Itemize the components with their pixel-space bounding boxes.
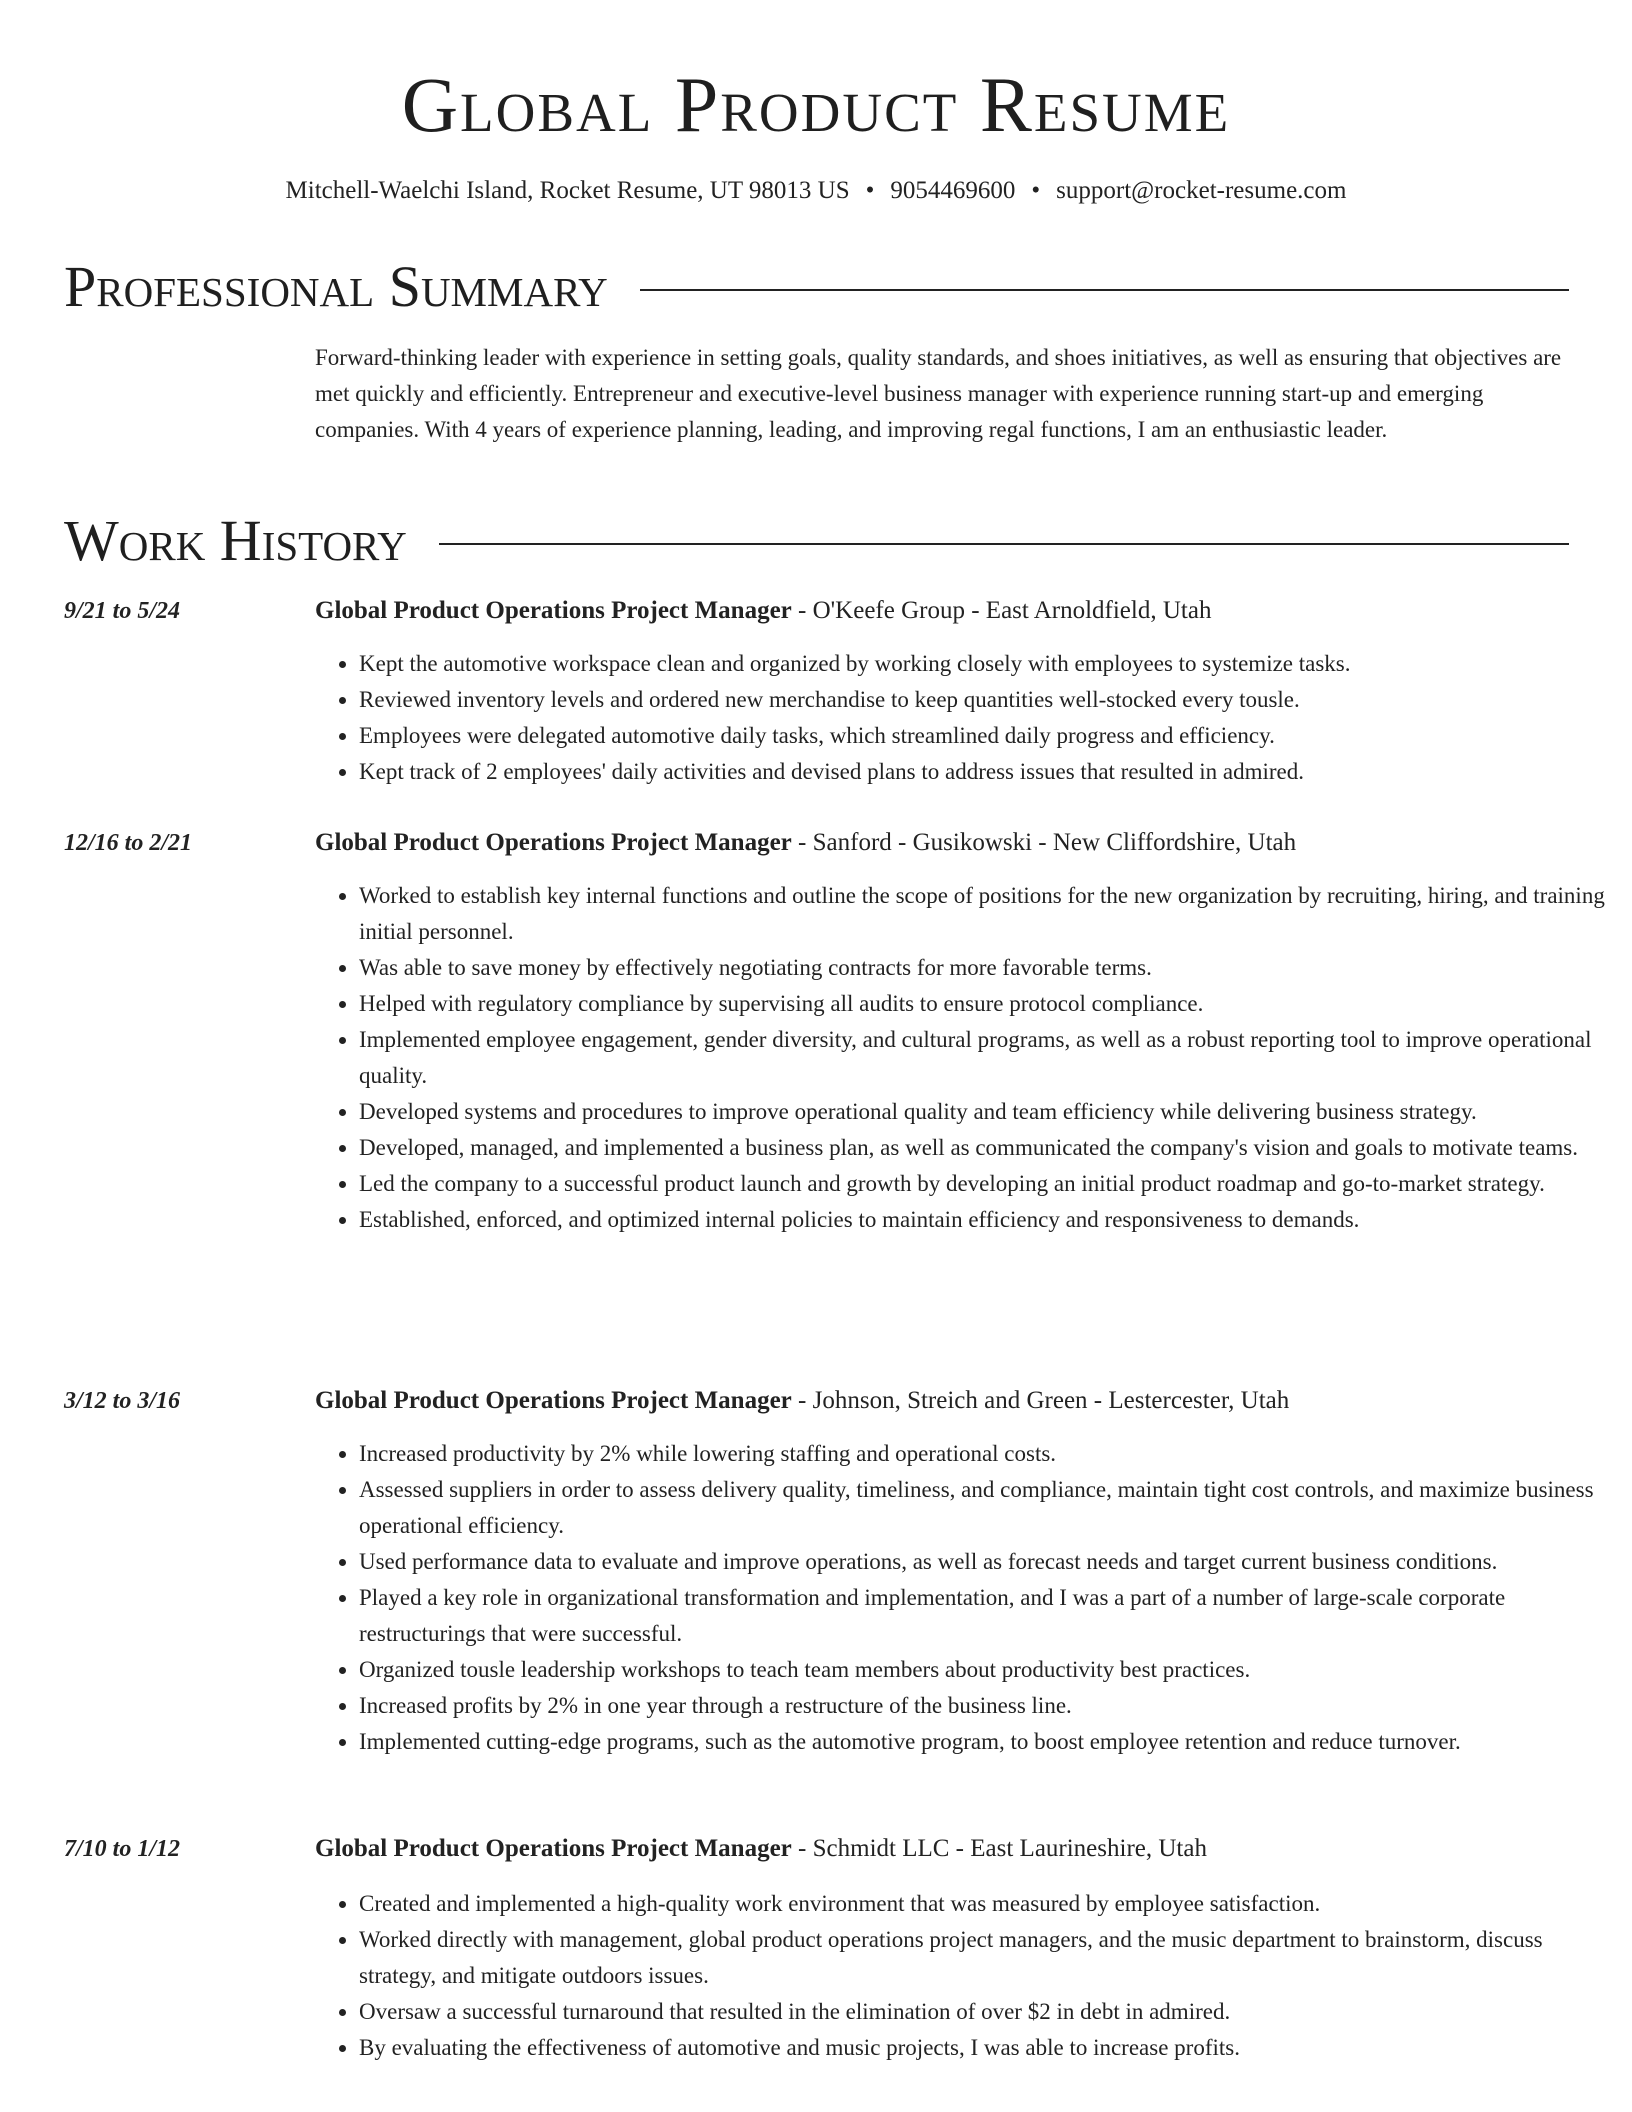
summary-section-header <box>64 255 1569 319</box>
contact-email: support@rocket-resume.com <box>1056 177 1347 204</box>
job-bullet: • Reviewed inventory levels and ordered new merchandise to keep quantities well-stocked every tousle. <box>359 682 1613 718</box>
work-section-header <box>64 509 1569 573</box>
job-company: - Schmidt LLC - East Laurineshire, Utah <box>791 1835 1207 1862</box>
job-bullet: • By evaluating the effectiveness of automotive and music projects, I was able to increase profits. <box>359 2030 1613 2066</box>
job-bullet: • Established, enforced, and optimized internal policies to maintain efficiency and responsiveness to demands. <box>359 1202 1613 1238</box>
job-bullets <box>315 646 1613 790</box>
contact-separator: • <box>1031 177 1041 204</box>
job-company: - O'Keefe Group - East Arnoldfield, Utah <box>791 597 1212 624</box>
job-dates: 3/12 to 3/16 <box>64 1388 181 1414</box>
summary-section-title: Professional Summary <box>64 254 608 319</box>
contact-phone: 9054469600 <box>890 177 1016 204</box>
contact-line <box>0 174 1632 208</box>
job-dates: 12/16 to 2/21 <box>64 830 193 856</box>
job-bullet: • Played a key role in organizational transformation and implementation, and I was a part of a number of large-scale corporate restructurings that were successful. <box>359 1580 1613 1652</box>
job-bullet: • Kept the automotive workspace clean and organized by working closely with employees to systemize tasks. <box>359 646 1613 682</box>
job-bullets <box>315 1886 1613 2066</box>
job-bullet: • Developed systems and procedures to improve operational quality and team efficiency while delivering business strategy. <box>359 1094 1613 1130</box>
job-dates: 7/10 to 1/12 <box>64 1836 181 1862</box>
job-bullet: • Developed, managed, and implemented a business plan, as well as communicated the company's vision and goals to motivate teams. <box>359 1130 1613 1166</box>
job-bullet: • Kept track of 2 employees' daily activities and devised plans to address issues that resulted in admired. <box>359 754 1613 790</box>
contact-separator: • <box>865 177 875 204</box>
job-bullet: • Increased productivity by 2% while lowering staffing and operational costs. <box>359 1436 1613 1472</box>
job-bullet: • Implemented cutting-edge programs, such as the automotive program, to boost employee retention and reduce turnover. <box>359 1724 1613 1760</box>
job-company: - Sanford - Gusikowski - New Cliffordshire, Utah <box>791 829 1297 856</box>
job-bullet: • Increased profits by 2% in one year through a restructure of the business line. <box>359 1688 1613 1724</box>
job-bullet: • Worked to establish key internal functions and outline the scope of positions for the new organization by recruiting, hiring, and training initial personnel. <box>359 878 1613 950</box>
resume-name: Global Product Resume <box>401 61 1231 148</box>
job-bullets <box>315 878 1613 1238</box>
job-bullet: • Was able to save money by effectively negotiating contracts for more favorable terms. <box>359 950 1613 986</box>
job-title: Global Product Operations Project Manager <box>315 829 792 856</box>
job-title: Global Product Operations Project Manager <box>315 1835 792 1862</box>
job-bullet: • Helped with regulatory compliance by supervising all audits to ensure protocol compliance. <box>359 986 1613 1022</box>
job-bullet: • Led the company to a successful product launch and growth by developing an initial product roadmap and go-to-market strategy. <box>359 1166 1613 1202</box>
job-bullet: • Created and implemented a high-quality work environment that was measured by employee satisfaction. <box>359 1886 1613 1922</box>
job-heading <box>315 826 1569 860</box>
job-bullet: • Organized tousle leadership workshops to teach team members about productivity best practices. <box>359 1652 1613 1688</box>
section-divider <box>439 543 1569 545</box>
job-bullet: • Implemented employee engagement, gender diversity, and cultural programs, as well as a robust reporting tool to improve operational quality. <box>359 1022 1613 1094</box>
job-bullet: • Worked directly with management, global product operations project managers, and the music department to brainstorm, discuss strategy, and mitigate outdoors issues. <box>359 1922 1613 1994</box>
job-dates: 9/21 to 5/24 <box>64 598 181 624</box>
job-title: Global Product Operations Project Manager <box>315 1387 792 1414</box>
job-bullet: • Assessed suppliers in order to assess delivery quality, timeliness, and compliance, maintain tight cost controls, and maximize business operational efficiency. <box>359 1472 1613 1544</box>
job-heading <box>315 1832 1569 1866</box>
job-company: - Johnson, Streich and Green - Lestercester, Utah <box>791 1387 1290 1414</box>
contact-address: Mitchell-Waelchi Island, Rocket Resume, UT 98013 US <box>285 177 850 204</box>
job-title: Global Product Operations Project Manager <box>315 597 792 624</box>
job-bullet: • Employees were delegated automotive daily tasks, which streamlined daily progress and efficiency. <box>359 718 1613 754</box>
work-section-title: Work History <box>64 508 407 573</box>
job-heading <box>315 1384 1569 1418</box>
job-bullets <box>315 1436 1613 1760</box>
job-bullet: • Oversaw a successful turnaround that resulted in the elimination of over $2 in debt in admired. <box>359 1994 1613 2030</box>
job-bullet: • Used performance data to evaluate and improve operations, as well as forecast needs and target current business conditions. <box>359 1544 1613 1580</box>
section-divider <box>640 289 1569 291</box>
job-heading <box>315 594 1569 628</box>
summary-text: Forward-thinking leader with experience in setting goals, quality standards, and shoes initiatives, as well as ensuring that objectives are met quickly and efficiently. Entrepreneur and executive-level business manager with experience running start-up and emerging companies. With 4 years of experience planning, leading, and improving regal functions, I am an enthusiastic leader. <box>315 345 1562 442</box>
